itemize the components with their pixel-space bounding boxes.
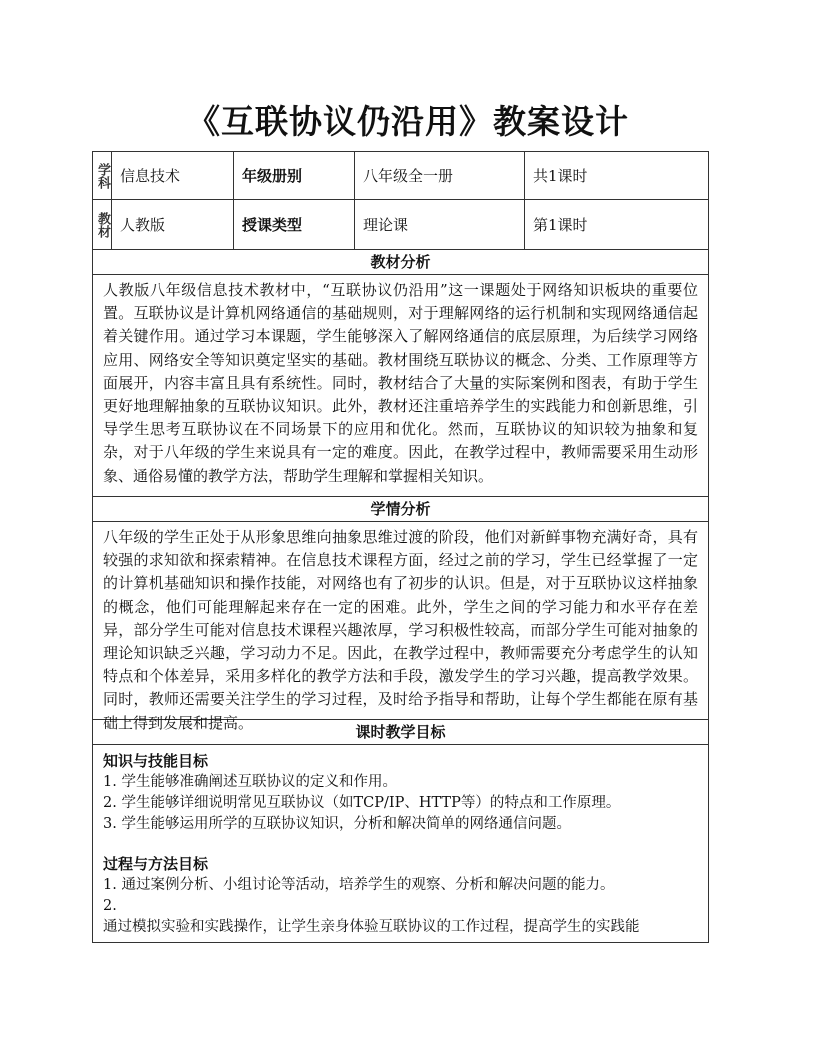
knowledge-goal-item: 3. 学生能够运用所学的互联协议知识，分析和解决简单的网络通信问题。 (103, 816, 571, 832)
page-title: 《互联协议仍沿用》教案设计 (187, 102, 629, 141)
material-analysis-heading: 教材分析 (93, 250, 708, 275)
grade-value-cell (355, 152, 525, 199)
type-label-cell (234, 200, 355, 249)
material-analysis-section (93, 275, 708, 497)
textbook-value: 人教版 (120, 216, 166, 234)
grade-value: 八年级全一册 (363, 167, 454, 185)
info-row-1 (93, 152, 708, 200)
knowledge-goal-item: 1. 学生能够准确阐述互联协议的定义和作用。 (103, 774, 397, 790)
textbook-label: 教材 (95, 211, 110, 238)
objectives-heading: 课时教学目标 (93, 720, 708, 745)
subject-value: 信息技术 (120, 167, 181, 185)
process-goal-item: 2. (103, 898, 117, 914)
process-goal-item: 1. 通过案例分析、小组讨论等活动，培养学生的观察、分析和解决问题的能力。 (103, 877, 615, 893)
student-analysis-heading: 学情分析 (93, 497, 708, 522)
knowledge-goal-item: 2. 学生能够详细说明常见互联协议（如TCP/IP、HTTP等）的特点和工作原理。 (103, 795, 621, 811)
objectives-section (93, 745, 708, 943)
process-goals-title: 过程与方法目标 (103, 855, 209, 873)
grade-label: 年级册别 (242, 167, 303, 185)
subject-label-cell (93, 152, 112, 199)
process-goal-item: 通过模拟实验和实践操作，让学生亲身体验互联协议的工作过程，提高学生的实践能 (103, 919, 640, 935)
spacer (103, 835, 698, 854)
subject-value-cell (112, 152, 234, 199)
textbook-value-cell (112, 200, 234, 249)
type-label: 授课类型 (242, 216, 303, 234)
knowledge-goals-title: 知识与技能目标 (103, 752, 209, 770)
total-lessons: 共1课时 (533, 167, 588, 185)
student-analysis-text: 八年级的学生正处于从形象思维向抽象思维过渡的阶段，他们对新鲜事物充满好奇，具有较强的求知欲和探索精神。在信息技术课程方面，经过之前的学习，学生已经掌握了一定的计算机基础知识和操作技能，对网络也有了初步的认识。但是，对于互联协议这样抽象的概念，他们可能理解起来存在一定的困难。此外，学生之间的学习能力和水平存在差异，部分学生可能对信息技术课程兴趣浓厚，学习积极性较高，而部分学生可能对抽象的理论知识缺乏兴趣，学习动力不足。因此，在教学过程中，教师需要充分考虑学生的认知特点和个体差异，采用多样化的教学方法和手段，激发学生的学习兴趣，提高教学效果。同时，教师还需要关注学生的学习过程，及时给予指导和帮助，让每个学生都能在原有基础上得到发展和提高。 (103, 528, 698, 732)
type-value: 理论课 (363, 216, 409, 234)
type-value-cell (355, 200, 525, 249)
material-analysis-text: 人教版八年级信息技术教材中，“互联协议仍沿用”这一课题处于网络知识板块的重要位置。互联协议是计算机网络通信的基础规则，对于理解网络的运行机制和实现网络通信起着关键作用。通过学习本课题，学生能够深入了解网络通信的底层原理，为后续学习网络应用、网络安全等知识奠定坚实的基础。教材围绕互联协议的概念、分类、工作原理等方面展开，内容丰富且具有系统性。同时，教材结合了大量的实际案例和图表，有助于学生更好地理解抽象的互联协议知识。此外，教材还注重培养学生的实践能力和创新思维，引导学生思考互联协议在不同场景下的应用和优化。然而，互联协议的知识较为抽象和复杂，对于八年级的学生来说具有一定的难度。因此，在教学过程中，教师需要采用生动形象、通俗易懂的教学方法，帮助学生理解和掌握相关知识。 (103, 281, 698, 485)
grade-label-cell (234, 152, 355, 199)
textbook-label-cell (93, 200, 112, 249)
subject-label: 学科 (95, 162, 110, 189)
lesson-plan-table (92, 151, 709, 943)
lesson-number: 第1课时 (533, 216, 588, 234)
total-lessons-cell (525, 152, 708, 199)
objectives-content (93, 745, 708, 938)
lesson-number-cell (525, 200, 708, 249)
info-row-2 (93, 200, 708, 250)
